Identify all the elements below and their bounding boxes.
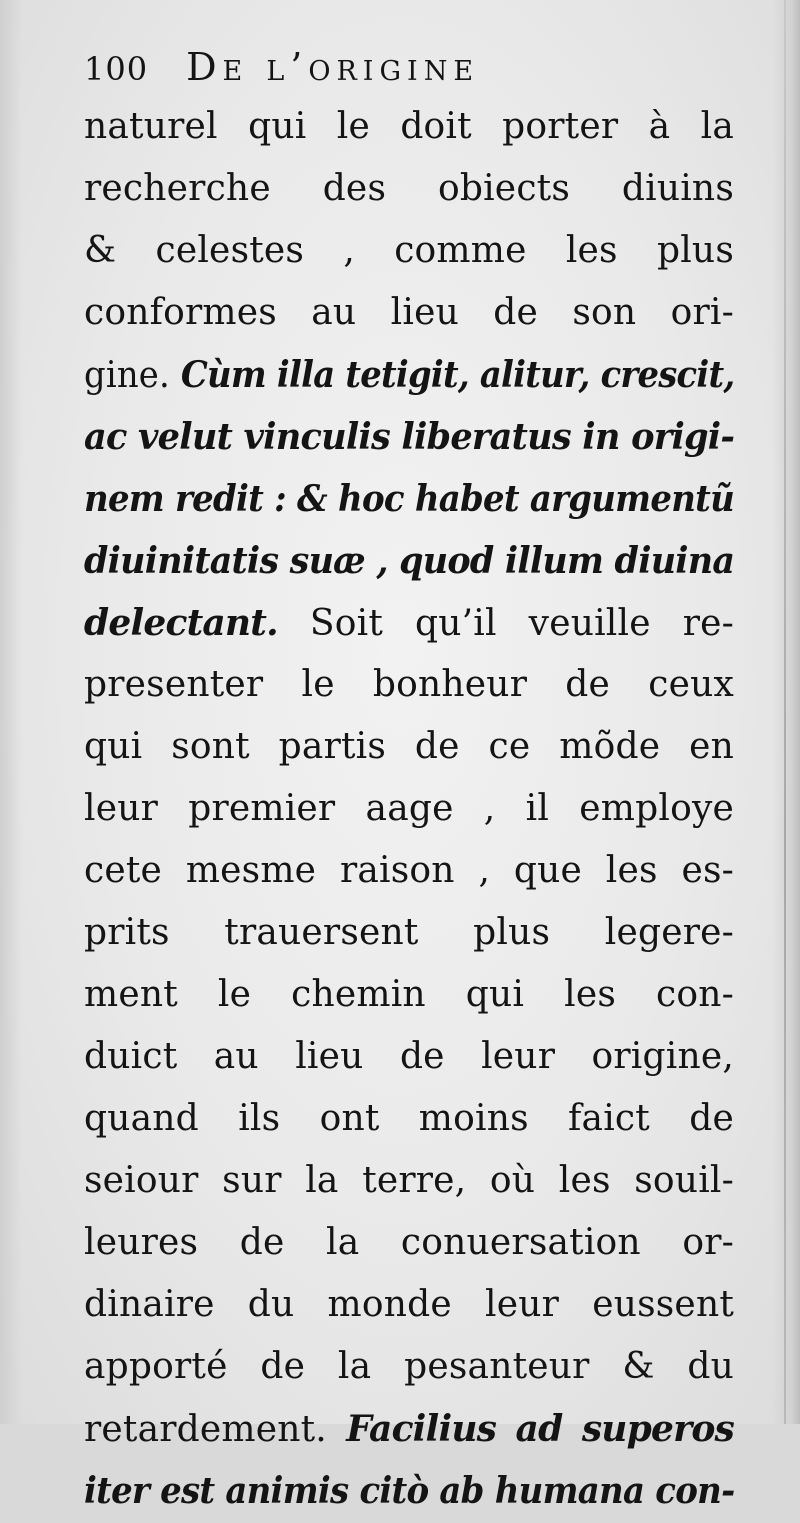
- latin-quotation: Facilius ad superos: [346, 1408, 734, 1450]
- text-segment: presenter le bonheur de ceux: [84, 664, 734, 705]
- text-segment: naturel qui le doit porter à la: [84, 106, 734, 147]
- text-line: [84, 1336, 734, 1398]
- latin-quotation: diuinitatis suæ , quod illum diuina: [84, 540, 735, 582]
- text-segment: apporté de la pesanteur & du: [84, 1346, 734, 1387]
- text-segment: conformes au lieu de son ori-: [84, 292, 734, 333]
- text-line: [84, 530, 734, 592]
- latin-quotation: nem redit : & hoc habet argumentũ: [84, 478, 735, 520]
- text-segment: recherche des obiects diuins: [84, 168, 734, 209]
- page-edge-shadow: [772, 0, 800, 1424]
- text-segment: gine.: [84, 355, 181, 396]
- latin-quotation: Cùm illa tetigit, alitur, crescit,: [180, 354, 735, 396]
- text-segment: retardement.: [84, 1409, 347, 1450]
- text-block: [84, 38, 734, 1522]
- text-line: [84, 716, 734, 778]
- text-line: [84, 406, 734, 468]
- latin-quotation: delectant.: [84, 602, 310, 644]
- text-segment: Soit qu’il veuille re-: [309, 603, 734, 644]
- text-segment: quand ils ont moins faict de: [84, 1098, 734, 1139]
- text-segment: seiour sur la terre, où les souil-: [84, 1160, 734, 1201]
- text-line: [84, 1088, 734, 1150]
- text-line: [84, 158, 734, 220]
- text-line: [84, 96, 734, 158]
- text-line: [84, 778, 734, 840]
- running-title: De l’origine: [186, 45, 480, 89]
- text-segment: & celestes , comme les plus: [84, 230, 734, 271]
- running-head: [84, 38, 734, 96]
- text-segment: prits trauersent plus legere-: [84, 912, 734, 953]
- text-line: [84, 1274, 734, 1336]
- text-segment: leures de la conuersation or-: [84, 1222, 734, 1263]
- text-segment: leur premier aage , il employe: [84, 788, 734, 829]
- text-segment: ment le chemin qui les con-: [84, 974, 734, 1015]
- text-line: [84, 902, 734, 964]
- latin-quotation: ac velut vinculis liberatus in origi-: [84, 416, 735, 458]
- text-line: [84, 282, 734, 344]
- latin-quotation: iter est animis citò ab humana con-: [84, 1470, 735, 1512]
- text-line: [84, 1212, 734, 1274]
- text-line: [84, 220, 734, 282]
- page-number: 100: [84, 50, 149, 88]
- text-line: [84, 344, 734, 406]
- text-line: [84, 592, 734, 654]
- text-segment: duict au lieu de leur origine,: [84, 1036, 734, 1077]
- text-line: [84, 1150, 734, 1212]
- page-edge: [784, 0, 786, 1424]
- text-segment: qui sont partis de ce mõde en: [84, 726, 734, 767]
- text-segment: cete mesme raison , que les es-: [84, 850, 734, 891]
- body-text: [84, 96, 734, 1522]
- text-line: [84, 654, 734, 716]
- text-line: [84, 468, 734, 530]
- text-line: [84, 840, 734, 902]
- text-line: [84, 1398, 734, 1460]
- text-line: [84, 1460, 734, 1522]
- text-line: [84, 1026, 734, 1088]
- text-segment: dinaire du monde leur eussent: [84, 1284, 734, 1325]
- gutter-shadow: [0, 0, 22, 1424]
- text-line: [84, 964, 734, 1026]
